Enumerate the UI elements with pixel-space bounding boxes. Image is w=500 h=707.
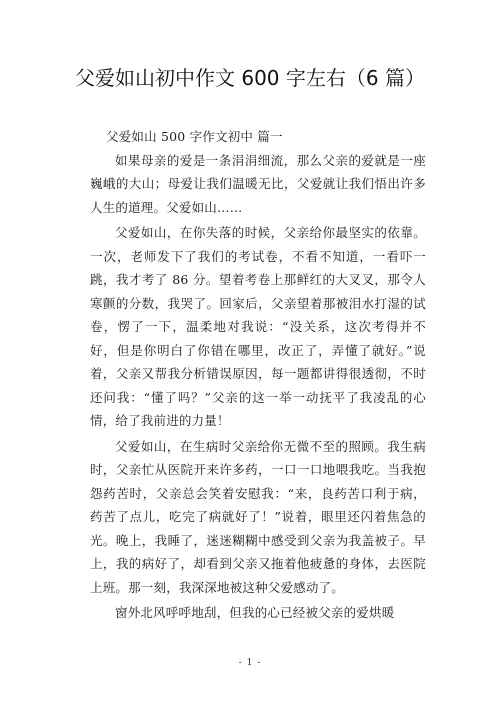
page-number: - 1 -	[238, 658, 262, 668]
paragraph-1: 如果母亲的爱是一条涓涓细流，那么父亲的爱就是一座巍峨的大山；母爱让我们温暖无比，父爱就让我们悟出许多人生的道理。父爱如山……	[90, 152, 426, 215]
paragraph-3: 父爱如山，在生病时父亲给你无微不至的照顾。我生病时，父亲忙从医院开来许多药，一口一口地喂我吃。当我抱怨药苦时，父亲总会笑着安慰我：“来，良药苦口利于病，药苦了点儿，吃完了病就好了！”说着，眼里还闪着焦急的光。晚上，我睡了，迷迷糊糊中感受到父亲为我盖被子。早上，我的病好了，却看到父亲又拖着他疲惫的身体，去医院上班。那一刻，我深深地被这种父爱感动了。	[90, 438, 426, 595]
document-title: 父爱如山初中作文 600 字左右（6 篇）	[75, 66, 425, 90]
paragraph-4: 窗外北风呼呼地刮，但我的心已经被父亲的爱烘暖	[115, 605, 395, 620]
paragraph-2: 父爱如山，在你失落的时候，父亲给你最坚实的依靠。一次，老师发下了我们的考试卷，不看不知道，一看吓一跳，我才考了 86 分。望着考卷上那鲜红的大叉叉，那令人寒颤的分数，我哭了。回家后，父亲望着那被泪水打湿的试卷，愣了一下，温柔地对我说：“没关系，这次考得并不好，但是你明白了你错在哪里，改正了，弄懂了就好。”说着，父亲又帮我分析错误原因，每一题都讲得很透彻，不时还问我：“懂了吗？”父亲的这一举一动抚平了我凌乱的心情，给了我前进的力量！	[90, 225, 426, 428]
document-body	[90, 125, 426, 625]
section-heading: 父爱如山 500 字作文初中 篇一	[106, 129, 283, 144]
